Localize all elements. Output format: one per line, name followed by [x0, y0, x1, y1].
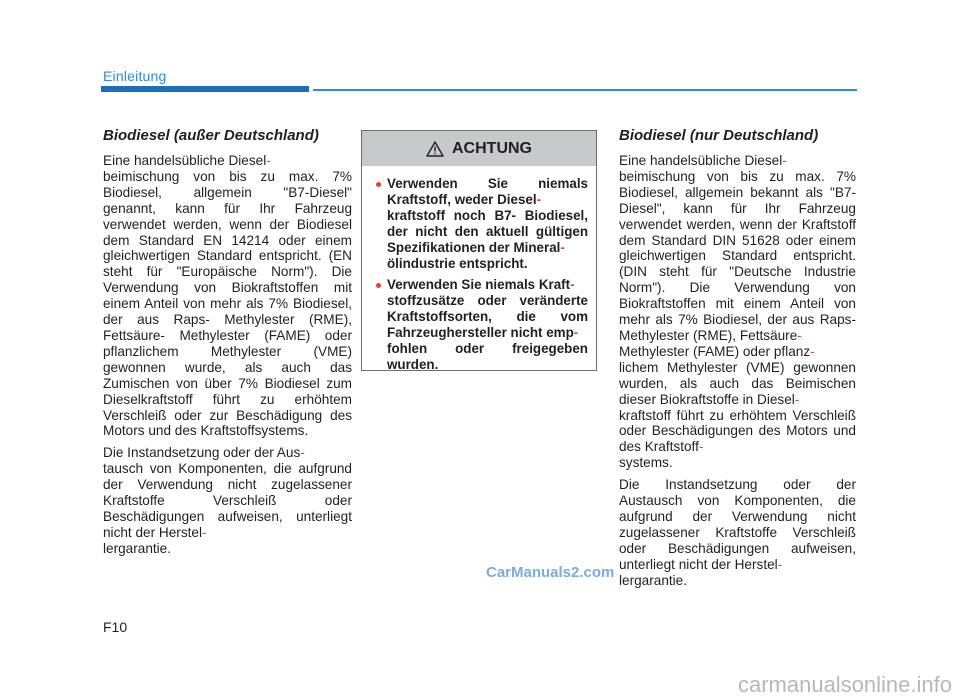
text-segment: Die Instandsetzung oder der Austausch von Komponenten, die aufgrund der Verwendung nicht zugelassener Kraftstoffe Verschleiß oder Beschädigungen aufweisen, unterliegt nicht der Herstel	[619, 477, 856, 572]
caution-item	[376, 277, 588, 372]
right-column	[619, 127, 856, 594]
hyphen: -	[777, 556, 783, 572]
caution-box	[361, 130, 597, 371]
text-segment: Die Instandsetzung oder der Aus	[103, 445, 301, 461]
text-segment: Methylester (FAME) oder pflanz	[619, 343, 811, 359]
footer-watermark: carmanualsonline.info	[737, 672, 952, 697]
text-segment: lichem Methylester (VME) gewonnen wurden, als auch das Beimischen dieser Biokraftstoffe in Diesel	[619, 359, 856, 407]
bullet-icon	[376, 283, 381, 288]
text-segment: beimischung von bis zu max. 7% Biodiesel, allgemein "B7-Diesel" genannt, kann für Ihr Fahrzeug verwendet werden, wenn der Biodiesel dem Standard EN 14214 oder einem gleichwertigen Standard entspricht. (EN steht für "Europäische Norm"). Die Verwendung von Biokraftstoffen mit einem Anteil von mehr als 7% Biodiesel, der aus Raps- Methylester (RME), Fettsäure- Methylester (FAME) oder pflanzlichem Methylester (VME) gewonnen wurde, als auch das Zumischen von über 7% Biodiesel zum Dieselkraftstoff führt zu erhöhtem Verschleiß oder zur Beschädigung des Motors und des Kraftstoffsystems.	[103, 168, 352, 439]
text-segment: systems.	[619, 455, 673, 471]
text-segment: Eine handelsübliche Diesel	[619, 153, 783, 168]
section-title: Einleitung	[103, 68, 167, 84]
left-column-title: Biodiesel (außer Deutschland)	[103, 127, 319, 144]
hyphen: -	[698, 439, 704, 455]
text-segment: fohlen oder freigegeben wurden.	[387, 341, 588, 372]
right-paragraph-1	[619, 153, 856, 471]
text-segment: Eine handelsübliche Diesel	[103, 153, 267, 168]
text-segment: kraftstoff führt zu erhöhtem Verschleiß oder Beschädigungen des Motors und des Kraftstoff	[619, 407, 856, 455]
left-paragraph-2	[103, 445, 352, 556]
text-segment: kraftstoff noch B7- Biodiesel, der nicht den aktuell gültigen Spezifikationen der Mineral	[387, 207, 588, 255]
hyphen: -	[794, 391, 800, 407]
hyphen: -	[797, 327, 802, 343]
caution-body	[362, 166, 596, 373]
hyphen: -	[536, 191, 542, 207]
page-number: F10	[103, 619, 128, 635]
hyphen: -	[810, 343, 815, 359]
caution-header-label: ACHTUNG	[452, 139, 532, 157]
header-rule-thin	[313, 89, 857, 91]
text-segment: lergarantie.	[103, 540, 172, 556]
left-paragraph-1	[103, 153, 352, 439]
caution-header	[362, 131, 596, 166]
text-segment: Verwenden Sie niemals Kraft	[387, 277, 571, 293]
text-segment: tausch von Komponenten, die aufgrund der Verwendung nicht zugelassener Kraftstoffe Verschleiß oder Beschädigungen aufweisen, unterliegt nicht der Herstel	[103, 461, 352, 540]
watermark-link[interactable]: CarManuals2.com	[486, 564, 615, 581]
hyphen: -	[573, 325, 579, 341]
left-column	[103, 127, 352, 563]
right-paragraph-2	[619, 477, 856, 588]
hyphen: -	[266, 153, 271, 168]
text-segment: lergarantie.	[619, 572, 688, 588]
text-segment: Verwenden Sie niemals Kraftstoff, weder Diesel	[387, 176, 588, 207]
right-column-title: Biodiesel (nur Deutschland)	[619, 127, 819, 144]
hyphen: -	[782, 153, 787, 168]
text-segment: stoffzusätze oder veränderte Kraftstoffsorten, die vom Fahrzeughersteller nicht emp	[387, 293, 588, 341]
hyphen: -	[201, 524, 207, 540]
bullet-icon	[376, 182, 381, 187]
warning-triangle-icon	[426, 141, 444, 157]
caution-item	[376, 176, 588, 271]
hyphen: -	[560, 239, 565, 255]
hyphen: -	[570, 277, 575, 293]
text-segment: ölindustrie entspricht.	[387, 255, 528, 271]
text-segment: beimischung von bis zu max. 7% Biodiesel, allgemein bekannt als "B7-Diesel", kann für Ihr Fahrzeug verwendet werden, wenn der Kraftstoff dem Standard DIN 51628 oder einem gleichwertigen Standard entspricht. (DIN steht für "Deutsche Industrie Norm"). Die Verwendung von Biokraftstoffen mit einem Anteil von mehr als 7% Biodiesel, der aus Raps- Methylester (RME), Fettsäure	[619, 168, 856, 343]
header-rule-thick	[101, 86, 309, 92]
hyphen: -	[300, 445, 305, 461]
